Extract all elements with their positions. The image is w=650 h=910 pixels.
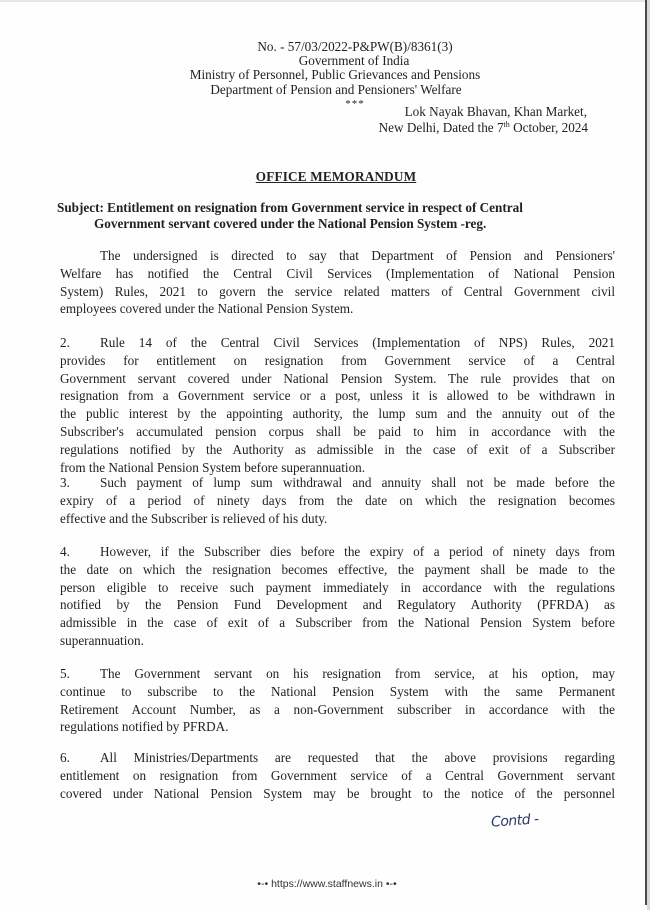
paragraph-1 — [60, 247, 615, 318]
separator-stars: *** — [345, 97, 365, 110]
para-line: the public interest by the appointing authority, the lump sum and the annuity out of the — [60, 406, 615, 422]
date-line — [379, 120, 588, 136]
para-line: from the National Pension System before superannuation. — [60, 459, 366, 475]
para-text: The Government servant on his resignation from service, at his option, may — [100, 666, 615, 681]
para-line — [60, 665, 615, 683]
para-number: 5. — [60, 666, 70, 681]
subject-line-2: Government servant covered under the National Pension System -reg. — [94, 216, 487, 231]
para-line — [60, 474, 615, 492]
para-text: Rule 14 of the Central Civil Services (Implementation of NPS) Rules, 2021 — [100, 335, 615, 350]
footer-url[interactable]: •-• https://www.staffnews.in •-• — [257, 878, 397, 890]
department-name: Department of Pension and Pensioners' Welfare — [210, 81, 462, 97]
para-line: Subscriber's accumulated pension corpus shall be paid to him in accordance with the — [60, 423, 615, 439]
para-line: continue to subscribe to the National Pension System with the same Permanent — [60, 683, 615, 699]
para-line: regulations notified by the Authority as admissible in the case of exit of a Subscriber — [60, 441, 615, 457]
para-text: All Ministries/Departments are requested that the above provisions regarding — [100, 750, 615, 765]
para-line: provides for entitlement on resignation from Government service of a Central — [60, 352, 615, 368]
ministry-name: Ministry of Personnel, Public Grievances and Pensions — [189, 67, 481, 83]
handwritten-contd-note: Contd - — [490, 811, 540, 831]
para-number: 4. — [60, 544, 70, 559]
para-line: regulations notified by PFRDA. — [60, 719, 229, 735]
scan-right-edge — [645, 0, 647, 905]
para-line — [60, 334, 615, 352]
para-line: admissible in the case of exit of a Subscriber from the National Pension System before — [60, 615, 615, 631]
para-line: Government servant covered under National Pension System. The rule provides that on — [60, 370, 615, 386]
para-line: the date on which the resignation becomes effective, the payment shall be made to the — [60, 561, 615, 577]
para-line: superannuation. — [60, 632, 144, 648]
subject-line-1: Subject: Entitlement on resignation from Government service in respect of Central — [57, 200, 523, 215]
para-number: 2. — [60, 335, 70, 350]
scan-top-edge — [0, 0, 645, 2]
para-line: entitlement on resignation from Government service of a Central Government servant — [60, 767, 615, 783]
para-line — [60, 749, 615, 767]
para-line: covered under National Pension System may be brought to the notice of the personnel — [60, 785, 615, 801]
para-number: 6. — [60, 750, 70, 765]
para-line: System) Rules, 2021 to govern the service related matters of Central Government civil — [60, 283, 615, 299]
government-name: Government of India — [298, 53, 410, 69]
para-line: effective and the Subscriber is relieved of his duty. — [60, 510, 328, 526]
para-line: resignation from a Government service or a post, unless it is allowed to be withdrawn in — [60, 388, 615, 404]
para-text: However, if the Subscriber dies before the expiry of a period of ninety days from — [100, 544, 615, 559]
para-line: Welfare has notified the Central Civil Services (Implementation of National Pension — [60, 265, 615, 281]
paragraph-5 — [60, 665, 615, 736]
para-number: 3. — [60, 475, 70, 490]
para-line: notified by the Pension Fund Development and Regulatory Authority (PFRDA) as — [60, 597, 615, 613]
para-line: employees covered under the National Pension System. — [60, 301, 354, 317]
paragraph-4 — [60, 543, 615, 650]
address-block — [379, 104, 588, 135]
para-text: Such payment of lump sum withdrawal and annuity shall not be made before the — [100, 475, 615, 490]
para-line — [60, 543, 615, 561]
para-line: Retirement Account Number, as a non-Government subscriber in accordance with the — [60, 701, 615, 717]
para-line: person eligible to receive such payment immediately in accordance with the regulations — [60, 579, 615, 595]
para-line: expiry of a period of ninety days from the date on which the resignation becomes — [60, 492, 615, 508]
reference-number: No. - 57/03/2022-P&PW(B)/8361(3) — [257, 39, 453, 54]
document-title: OFFICE MEMORANDUM — [255, 169, 417, 184]
date-suffix: October, 2024 — [509, 119, 588, 135]
paragraph-2 — [60, 334, 615, 476]
para-line — [60, 247, 615, 265]
subject-block — [57, 200, 632, 232]
address-line: Lok Nayak Bhavan, Khan Market, — [404, 104, 587, 119]
letterhead — [0, 40, 650, 111]
para-text: The undersigned is directed to say that Department of Pension and Pensioners' — [100, 248, 615, 263]
paragraph-6 — [60, 749, 615, 802]
date-prefix: New Delhi, Dated the 7 — [378, 119, 504, 135]
paragraph-3 — [60, 474, 615, 527]
date-ordinal: th — [503, 119, 510, 129]
